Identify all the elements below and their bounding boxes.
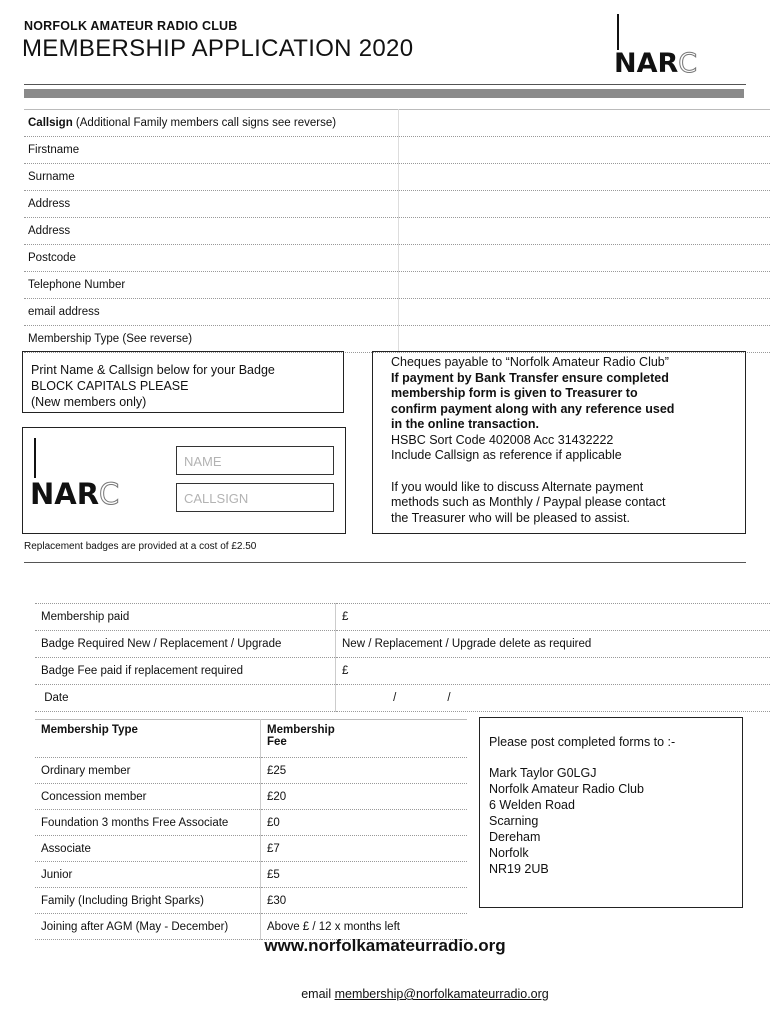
office-row	[35, 604, 770, 631]
fee-type: Foundation 3 months Free Associate	[35, 810, 261, 836]
fee-amount: £20	[261, 784, 468, 810]
badge-name-field[interactable]: NAME	[176, 446, 334, 475]
fee-type: Ordinary member	[35, 758, 261, 784]
office-label: Badge Fee paid if replacement required	[35, 658, 336, 685]
fee-amount: £30	[261, 888, 468, 914]
address-line: Norfolk Amateur Radio Club	[489, 782, 644, 796]
fee-header-fee	[261, 720, 468, 758]
office-row	[35, 658, 770, 685]
fee-table	[35, 719, 467, 940]
address-line: Norfolk	[489, 846, 529, 860]
field-input[interactable]	[399, 110, 770, 137]
payment-line: confirm payment along with any reference used	[391, 401, 675, 416]
field-input[interactable]	[399, 326, 770, 353]
fee-row	[35, 784, 467, 810]
narc-logo	[614, 12, 730, 78]
payment-line: If you would like to discuss Alternate payment	[391, 479, 644, 494]
applicant-row	[24, 110, 770, 137]
fee-header-fee-line: Membership	[267, 724, 335, 736]
badge-callsign-field[interactable]: CALLSIGN	[176, 483, 334, 512]
email-link[interactable]: membership@norfolkamateurradio.org	[334, 987, 549, 1001]
field-label	[24, 110, 399, 137]
applicant-row	[24, 245, 770, 272]
fee-row	[35, 810, 467, 836]
field-input[interactable]	[399, 218, 770, 245]
address-line: Dereham	[489, 830, 541, 844]
payment-line: methods such as Monthly / Paypal please contact	[391, 495, 666, 509]
fee-header-type: Membership Type	[35, 720, 261, 758]
fee-amount: Above £ / 12 x months left	[261, 914, 468, 940]
field-label	[24, 245, 399, 272]
email-line	[0, 987, 770, 1001]
field-input[interactable]	[399, 137, 770, 164]
website-url[interactable]: www.norfolkamateurradio.org	[264, 936, 506, 955]
office-value[interactable]: £	[336, 604, 770, 631]
club-name: NORFOLK AMATEUR RADIO CLUB	[24, 19, 238, 33]
payment-line: If payment by Bank Transfer ensure completed	[391, 370, 669, 385]
page-title: MEMBERSHIP APPLICATION 2020	[22, 35, 414, 62]
fee-type: Joining after AGM (May - December)	[35, 914, 261, 940]
fee-type: Junior	[35, 862, 261, 888]
fee-amount: £5	[261, 862, 468, 888]
payment-info	[372, 351, 746, 534]
fee-type: Associate	[35, 836, 261, 862]
applicant-table	[24, 109, 770, 353]
field-label-text: (Additional Family members call signs see reverse)	[72, 117, 337, 129]
fee-row	[35, 862, 467, 888]
post-intro: Please post completed forms to :-	[489, 735, 676, 749]
payment-line: Cheques payable to “Norfolk Amateur Radio Club”	[391, 355, 669, 369]
field-label-text: Surname	[28, 171, 75, 183]
office-value[interactable]: £	[336, 658, 770, 685]
email-label: email	[301, 987, 335, 1001]
field-label-text: Firstname	[28, 144, 80, 156]
fee-amount: £7	[261, 836, 468, 862]
fee-amount: £0	[261, 810, 468, 836]
fee-row	[35, 888, 467, 914]
fee-type: Family (Including Bright Sparks)	[35, 888, 261, 914]
badge-instructions	[22, 351, 344, 413]
payment-line: in the online transaction.	[391, 417, 539, 431]
payment-line: membership form is given to Treasurer to	[391, 386, 638, 400]
office-label: Membership paid	[35, 604, 336, 631]
applicant-row	[24, 191, 770, 218]
address-line: 6 Welden Road	[489, 798, 575, 812]
office-value[interactable]: / /	[336, 685, 770, 712]
field-label-bold: Callsign	[28, 117, 73, 129]
replacement-note: Replacement badges are provided at a cost of £2.50	[24, 541, 257, 552]
header-divider	[24, 84, 746, 85]
payment-line: HSBC Sort Code 402008 Acc 31432222	[391, 432, 614, 447]
postal-address	[479, 717, 743, 908]
office-row	[35, 631, 770, 658]
applicant-row	[24, 299, 770, 326]
office-table	[35, 603, 770, 712]
badge-instruction-line: BLOCK CAPITALS PLEASE	[31, 379, 189, 393]
office-label: Date	[35, 685, 336, 712]
field-label	[24, 218, 399, 245]
office-value[interactable]: New / Replacement / Upgrade delete as required	[336, 631, 770, 658]
header-bar	[24, 89, 744, 98]
field-input[interactable]	[399, 245, 770, 272]
logo-text: NARC	[30, 477, 120, 508]
section-divider	[24, 562, 746, 563]
field-label-text: Postcode	[28, 252, 76, 264]
logo-text: NARC	[614, 48, 698, 78]
address-line: NR19 2UB	[489, 862, 549, 876]
field-label	[24, 272, 399, 299]
office-label: Badge Required New / Replacement / Upgrade	[35, 631, 336, 658]
office-row	[35, 685, 770, 712]
badge-logo	[30, 438, 154, 508]
applicant-row	[24, 218, 770, 245]
payment-line: Include Callsign as reference if applicable	[391, 448, 622, 462]
applicant-row	[24, 137, 770, 164]
applicant-row	[24, 164, 770, 191]
field-label-text: Membership Type (See reverse)	[28, 333, 193, 345]
badge-instruction-line: Print Name & Callsign below for your Badge	[31, 363, 275, 377]
applicant-row	[24, 272, 770, 299]
field-label-text: email address	[28, 306, 100, 318]
badge-instruction-line: (New members only)	[31, 395, 147, 409]
payment-line: the Treasurer who will be pleased to assist.	[391, 510, 631, 525]
fee-header-fee-line: Fee	[267, 736, 287, 748]
fee-type: Concession member	[35, 784, 261, 810]
field-label	[24, 326, 399, 353]
field-label-text: Address	[28, 225, 71, 237]
field-label-text: Telephone Number	[28, 279, 126, 291]
field-label	[24, 191, 399, 218]
field-label	[24, 164, 399, 191]
field-label	[24, 137, 399, 164]
applicant-row	[24, 326, 770, 353]
field-input[interactable]	[399, 191, 770, 218]
field-label-text: Address	[28, 198, 71, 210]
address-line: Scarning	[489, 814, 539, 828]
fee-row	[35, 836, 467, 862]
field-input[interactable]	[399, 272, 770, 299]
field-label	[24, 299, 399, 326]
fee-amount: £25	[261, 758, 468, 784]
fee-row	[35, 758, 467, 784]
field-input[interactable]	[399, 164, 770, 191]
field-input[interactable]	[399, 299, 770, 326]
address-line: Mark Taylor G0LGJ	[489, 766, 597, 780]
